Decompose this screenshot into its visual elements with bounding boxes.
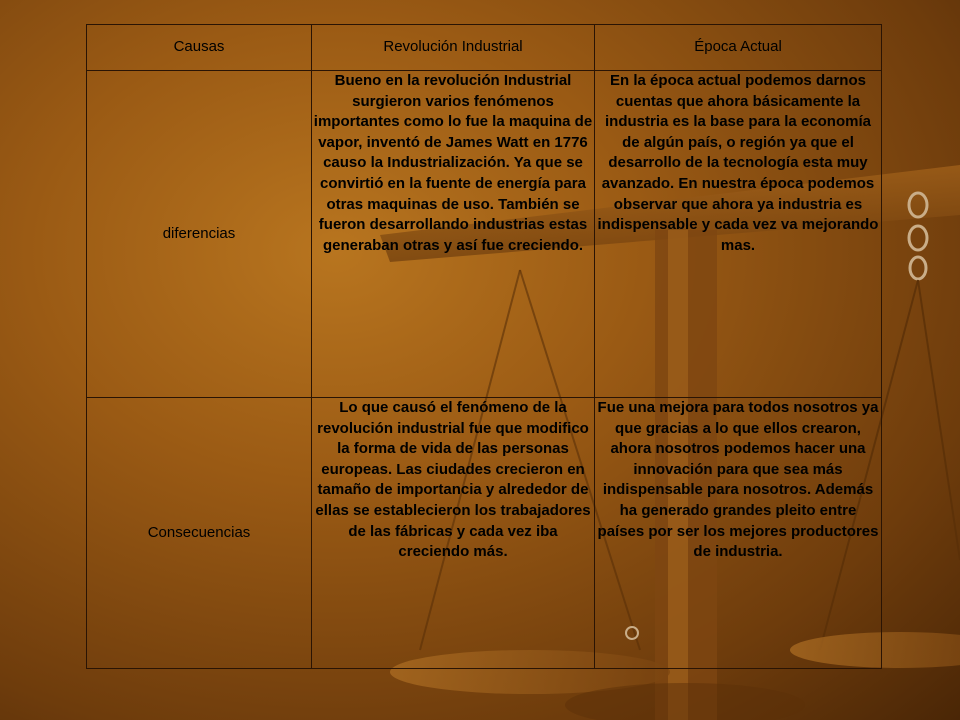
cell-consecuencias-revolucion: Lo que causó el fenómeno de la revolución industrial fue que modifico la forma de vida de las personas europeas. Las ciudades crecieron en tamaño de importancia y alrededor de ellas se establecieron los trabajadores de las fábricas y cada vez iba creciendo más. (312, 398, 595, 669)
row-label-diferencias: diferencias (87, 71, 312, 398)
header-causas: Causas (87, 25, 312, 71)
table-row (87, 398, 882, 669)
cell-diferencias-epoca: En la época actual podemos darnos cuentas que ahora básicamente la industria es la base para la economía de algún país, o región ya que el desarrollo de la tecnología esta muy avanzado. En nuestra época podemos observar que ahora ya industria es indispensable y cada vez va mejorando mas. (595, 71, 882, 398)
table-row (87, 71, 882, 398)
comparison-table (86, 24, 882, 669)
row-label-consecuencias: Consecuencias (87, 398, 312, 669)
table-header-row (87, 25, 882, 71)
header-revolucion-industrial: Revolución Industrial (312, 25, 595, 71)
cell-consecuencias-epoca: Fue una mejora para todos nosotros ya que gracias a lo que ellos crearon, ahora nosotros podemos hacer una innovación para que sea más indispensable para nosotros. Además ha generado grandes pleito entre países por ser los mejores productores de industria. (595, 398, 882, 669)
cell-diferencias-revolucion: Bueno en la revolución Industrial surgieron varios fenómenos importantes como lo fue la maquina de vapor, inventó de James Watt en 1776 causo la Industrialización. Ya que se convirtió en la fuente de energía para otras maquinas de uso. También se fueron desarrollando industrias estas generaban otras y así fue creciendo. (312, 71, 595, 398)
header-epoca-actual: Época Actual (595, 25, 882, 71)
